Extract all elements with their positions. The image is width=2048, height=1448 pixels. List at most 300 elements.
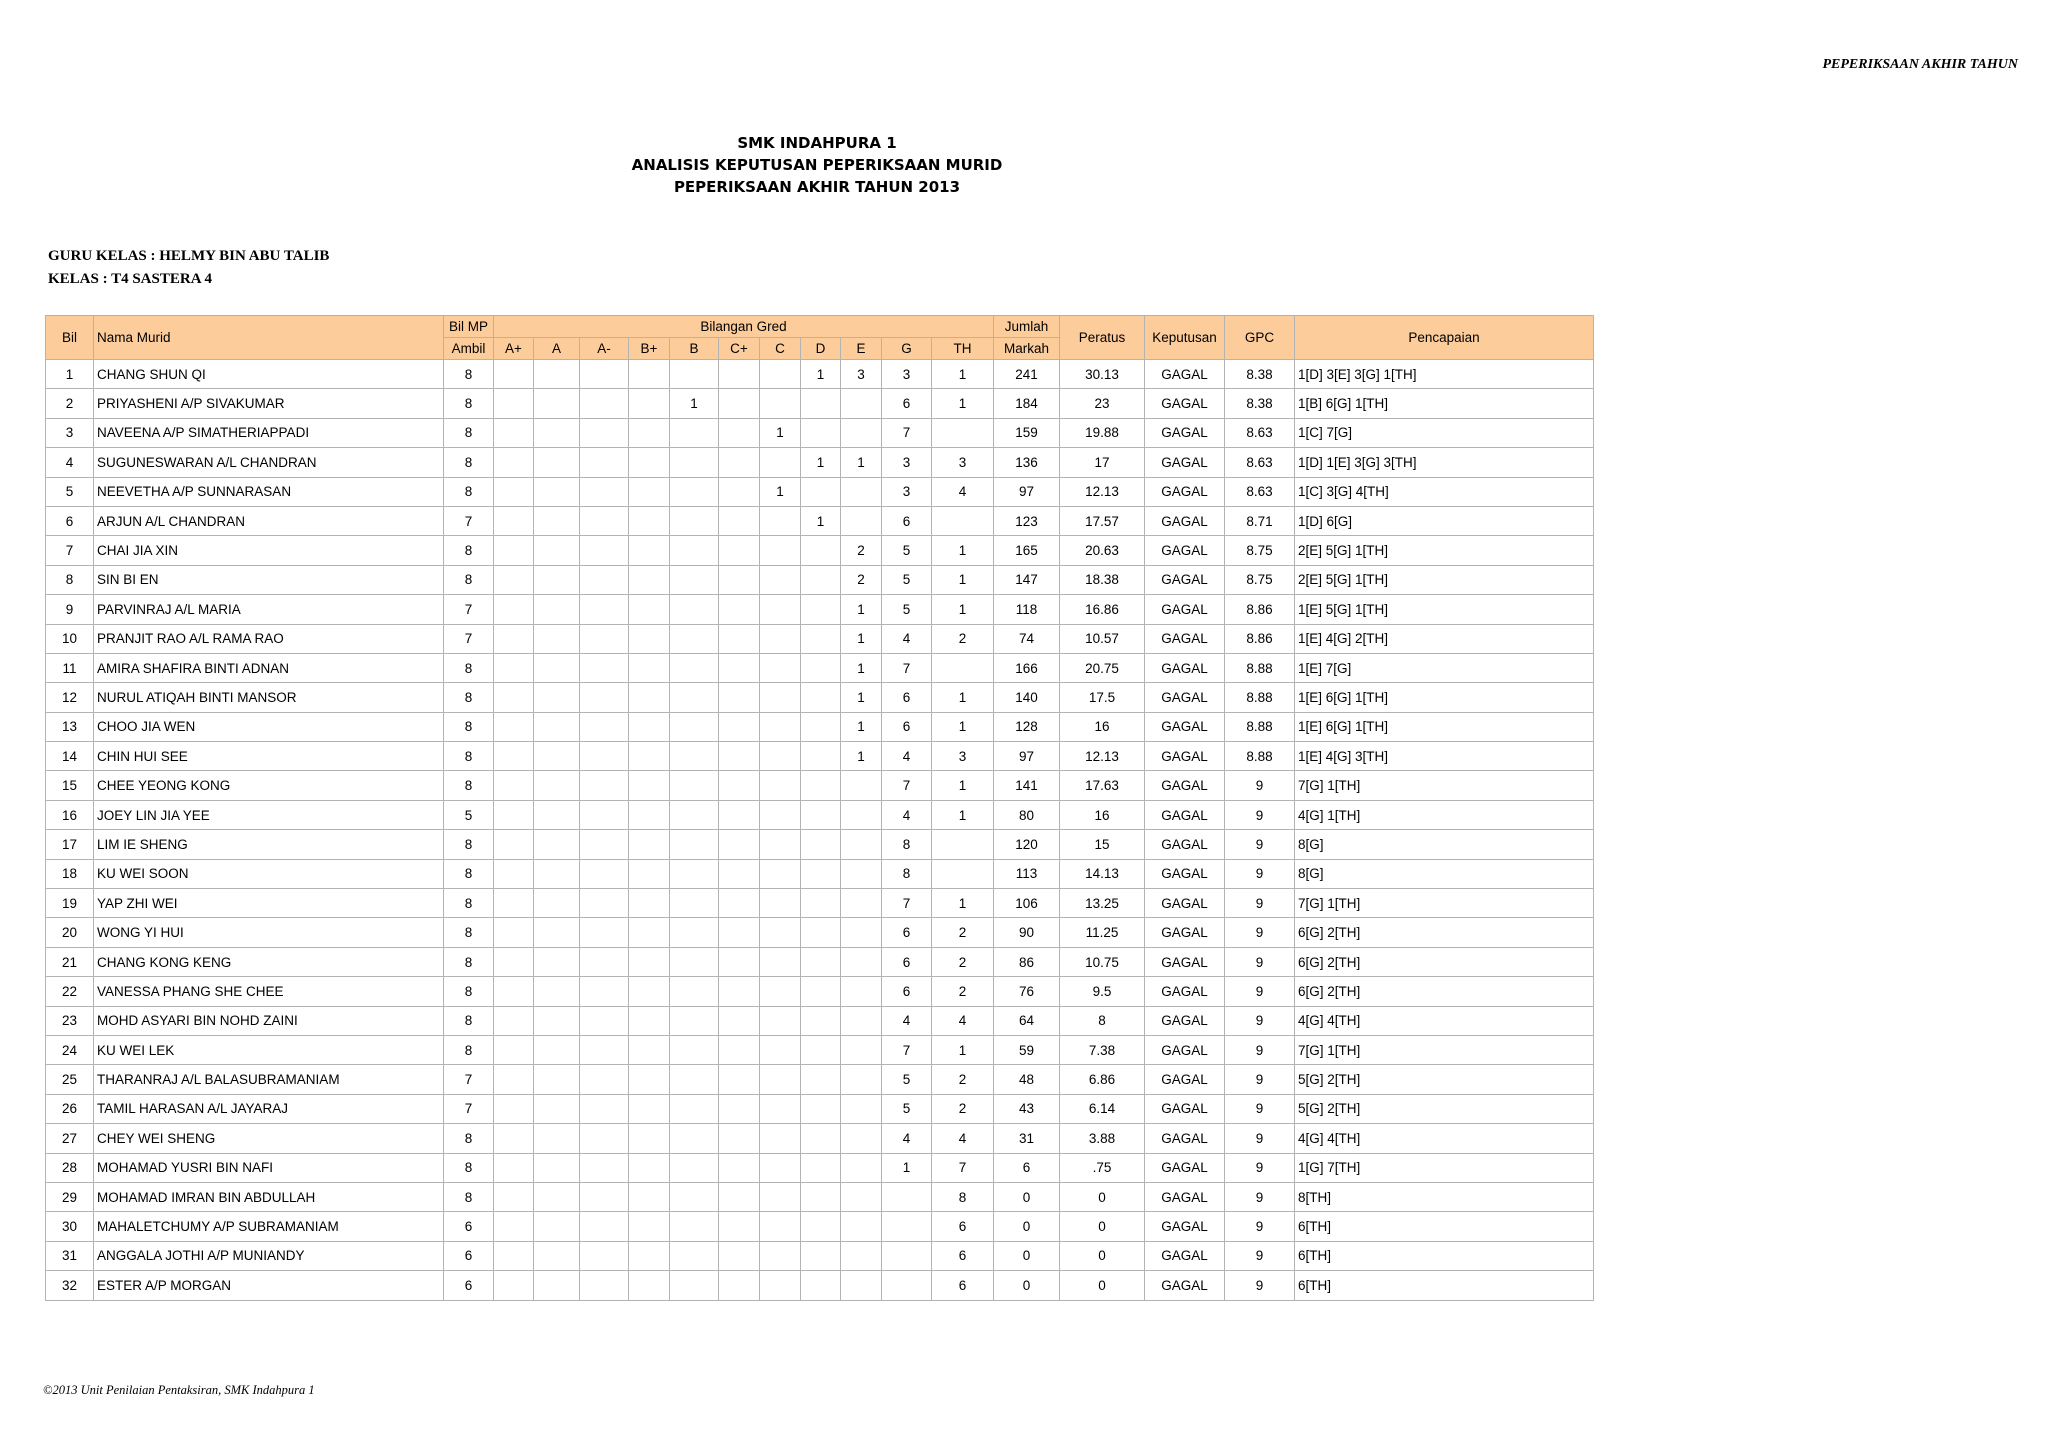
cell-grade-count xyxy=(580,1153,629,1182)
cell-grade-count xyxy=(670,800,719,829)
cell-grade-count xyxy=(719,506,760,535)
cell-nama-murid: CHANG SHUN QI xyxy=(94,360,444,389)
cell-keputusan: GAGAL xyxy=(1145,1006,1225,1035)
cell-pencapaian: 6[G] 2[TH] xyxy=(1295,977,1594,1006)
cell-grade-count xyxy=(494,360,534,389)
cell-gpc: 8.38 xyxy=(1225,389,1295,418)
cell-ambil: 8 xyxy=(444,653,494,682)
cell-pencapaian: 1[E] 6[G] 1[TH] xyxy=(1295,712,1594,741)
cell-grade-count: 1 xyxy=(760,418,801,447)
cell-grade-count: 1 xyxy=(932,683,994,712)
cell-grade-count xyxy=(841,1182,882,1211)
cell-grade-count xyxy=(580,1182,629,1211)
cell-grade-count: 1 xyxy=(841,448,882,477)
cell-grade-count xyxy=(494,477,534,506)
cell-grade-count xyxy=(760,448,801,477)
cell-keputusan: GAGAL xyxy=(1145,830,1225,859)
cell-grade-count xyxy=(670,360,719,389)
cell-grade-count xyxy=(580,1124,629,1153)
cell-grade-count xyxy=(629,448,670,477)
col-grade-e: E xyxy=(841,338,882,360)
cell-jumlah-markah: 90 xyxy=(994,918,1060,947)
table-row xyxy=(46,977,1594,1006)
table-row xyxy=(46,506,1594,535)
cell-grade-count xyxy=(534,683,580,712)
cell-nama-murid: MAHALETCHUMY A/P SUBRAMANIAM xyxy=(94,1212,444,1241)
cell-keputusan: GAGAL xyxy=(1145,448,1225,477)
cell-peratus: 0 xyxy=(1060,1182,1145,1211)
cell-grade-count xyxy=(801,712,841,741)
cell-pencapaian: 5[G] 2[TH] xyxy=(1295,1094,1594,1123)
cell-bil: 13 xyxy=(46,712,94,741)
cell-grade-count xyxy=(494,1241,534,1270)
cell-grade-count xyxy=(801,1212,841,1241)
cell-bil: 8 xyxy=(46,565,94,594)
cell-grade-count: 1 xyxy=(801,506,841,535)
cell-grade-count xyxy=(629,653,670,682)
cell-grade-count: 1 xyxy=(932,595,994,624)
cell-grade-count xyxy=(629,1094,670,1123)
cell-bil: 19 xyxy=(46,889,94,918)
cell-ambil: 8 xyxy=(444,742,494,771)
cell-nama-murid: NAVEENA A/P SIMATHERIAPPADI xyxy=(94,418,444,447)
cell-nama-murid: THARANRAJ A/L BALASUBRAMANIAM xyxy=(94,1065,444,1094)
cell-bil: 2 xyxy=(46,389,94,418)
table-row xyxy=(46,477,1594,506)
cell-grade-count: 7 xyxy=(882,418,932,447)
cell-grade-count: 6 xyxy=(882,947,932,976)
cell-grade-count xyxy=(580,1035,629,1064)
cell-grade-count xyxy=(760,653,801,682)
cell-gpc: 9 xyxy=(1225,947,1295,976)
cell-grade-count xyxy=(801,565,841,594)
cell-grade-count xyxy=(719,1124,760,1153)
cell-pencapaian: 6[TH] xyxy=(1295,1241,1594,1270)
table-row xyxy=(46,712,1594,741)
cell-keputusan: GAGAL xyxy=(1145,1153,1225,1182)
cell-grade-count xyxy=(534,1182,580,1211)
cell-ambil: 8 xyxy=(444,683,494,712)
cell-peratus: 19.88 xyxy=(1060,418,1145,447)
table-row xyxy=(46,1065,1594,1094)
cell-grade-count xyxy=(760,1153,801,1182)
cell-peratus: 0 xyxy=(1060,1241,1145,1270)
cell-grade-count xyxy=(670,859,719,888)
col-grade-th: TH xyxy=(932,338,994,360)
cell-grade-count: 1 xyxy=(932,800,994,829)
cell-grade-count xyxy=(580,506,629,535)
cell-grade-count: 1 xyxy=(882,1153,932,1182)
cell-ambil: 8 xyxy=(444,1153,494,1182)
cell-grade-count: 6 xyxy=(882,389,932,418)
cell-gpc: 9 xyxy=(1225,889,1295,918)
col-grade-g: G xyxy=(882,338,932,360)
cell-grade-count xyxy=(494,947,534,976)
cell-grade-count xyxy=(580,771,629,800)
cell-grade-count xyxy=(841,1124,882,1153)
cell-grade-count xyxy=(494,418,534,447)
cell-grade-count xyxy=(670,1241,719,1270)
cell-grade-count xyxy=(534,1153,580,1182)
cell-grade-count xyxy=(670,536,719,565)
cell-grade-count xyxy=(760,1065,801,1094)
cell-jumlah-markah: 166 xyxy=(994,653,1060,682)
cell-pencapaian: 4[G] 1[TH] xyxy=(1295,800,1594,829)
cell-peratus: 20.75 xyxy=(1060,653,1145,682)
cell-nama-murid: CHOO JIA WEN xyxy=(94,712,444,741)
cell-grade-count xyxy=(494,771,534,800)
table-row xyxy=(46,653,1594,682)
cell-grade-count xyxy=(629,683,670,712)
cell-bil: 30 xyxy=(46,1212,94,1241)
cell-grade-count: 6 xyxy=(882,712,932,741)
cell-grade-count xyxy=(841,1035,882,1064)
cell-nama-murid: NEEVETHA A/P SUNNARASAN xyxy=(94,477,444,506)
cell-grade-count xyxy=(580,800,629,829)
cell-ambil: 8 xyxy=(444,1006,494,1035)
col-grade-d: D xyxy=(801,338,841,360)
cell-nama-murid: PRIYASHENI A/P SIVAKUMAR xyxy=(94,389,444,418)
cell-grade-count xyxy=(841,918,882,947)
cell-gpc: 8.86 xyxy=(1225,595,1295,624)
cell-grade-count xyxy=(670,565,719,594)
cell-grade-count xyxy=(494,830,534,859)
cell-grade-count xyxy=(760,565,801,594)
cell-grade-count xyxy=(719,536,760,565)
cell-ambil: 7 xyxy=(444,506,494,535)
cell-grade-count xyxy=(629,536,670,565)
cell-grade-count xyxy=(719,1006,760,1035)
cell-grade-count xyxy=(629,1065,670,1094)
cell-grade-count xyxy=(534,1035,580,1064)
cell-grade-count: 1 xyxy=(932,712,994,741)
cell-nama-murid: LIM IE SHENG xyxy=(94,830,444,859)
cell-grade-count xyxy=(534,536,580,565)
cell-jumlah-markah: 123 xyxy=(994,506,1060,535)
report-title: ANALISIS KEPUTUSAN PEPERIKSAAN MURID xyxy=(631,156,1003,174)
cell-grade-count xyxy=(580,595,629,624)
cell-grade-count xyxy=(629,889,670,918)
cell-nama-murid: CHANG KONG KENG xyxy=(94,947,444,976)
cell-peratus: 6.14 xyxy=(1060,1094,1145,1123)
col-grade-b: B xyxy=(670,338,719,360)
cell-grade-count xyxy=(801,418,841,447)
cell-jumlah-markah: 6 xyxy=(994,1153,1060,1182)
cell-grade-count xyxy=(670,624,719,653)
table-row xyxy=(46,1006,1594,1035)
cell-pencapaian: 6[G] 2[TH] xyxy=(1295,947,1594,976)
cell-grade-count xyxy=(494,683,534,712)
cell-grade-count xyxy=(534,918,580,947)
cell-ambil: 7 xyxy=(444,1065,494,1094)
cell-grade-count xyxy=(534,448,580,477)
col-nama-murid: Nama Murid xyxy=(94,316,444,360)
cell-grade-count xyxy=(719,1065,760,1094)
col-bil-mp: Bil MP xyxy=(444,316,494,338)
table-row xyxy=(46,1212,1594,1241)
cell-keputusan: GAGAL xyxy=(1145,595,1225,624)
cell-nama-murid: MOHD ASYARI BIN NOHD ZAINI xyxy=(94,1006,444,1035)
cell-grade-count xyxy=(580,889,629,918)
cell-grade-count xyxy=(629,1035,670,1064)
cell-gpc: 8.86 xyxy=(1225,624,1295,653)
cell-peratus: 12.13 xyxy=(1060,742,1145,771)
cell-keputusan: GAGAL xyxy=(1145,1212,1225,1241)
cell-keputusan: GAGAL xyxy=(1145,624,1225,653)
cell-gpc: 8.88 xyxy=(1225,653,1295,682)
cell-bil: 20 xyxy=(46,918,94,947)
cell-grade-count xyxy=(932,830,994,859)
cell-bil: 25 xyxy=(46,1065,94,1094)
cell-peratus: 11.25 xyxy=(1060,918,1145,947)
cell-grade-count: 6 xyxy=(932,1241,994,1270)
cell-grade-count xyxy=(494,565,534,594)
cell-grade-count xyxy=(760,771,801,800)
cell-jumlah-markah: 159 xyxy=(994,418,1060,447)
cell-pencapaian: 7[G] 1[TH] xyxy=(1295,1035,1594,1064)
cell-nama-murid: AMIRA SHAFIRA BINTI ADNAN xyxy=(94,653,444,682)
cell-grade-count xyxy=(580,653,629,682)
cell-grade-count xyxy=(629,947,670,976)
cell-grade-count xyxy=(719,595,760,624)
cell-peratus: 30.13 xyxy=(1060,360,1145,389)
cell-keputusan: GAGAL xyxy=(1145,418,1225,447)
cell-grade-count xyxy=(841,477,882,506)
cell-jumlah-markah: 80 xyxy=(994,800,1060,829)
cell-grade-count xyxy=(760,712,801,741)
cell-grade-count xyxy=(580,360,629,389)
cell-keputusan: GAGAL xyxy=(1145,1271,1225,1300)
cell-gpc: 9 xyxy=(1225,1153,1295,1182)
cell-grade-count xyxy=(760,360,801,389)
cell-gpc: 9 xyxy=(1225,771,1295,800)
cell-grade-count xyxy=(670,947,719,976)
cell-nama-murid: MOHAMAD YUSRI BIN NAFI xyxy=(94,1153,444,1182)
cell-grade-count: 6 xyxy=(882,506,932,535)
cell-nama-murid: CHEY WEI SHENG xyxy=(94,1124,444,1153)
cell-grade-count xyxy=(670,595,719,624)
cell-grade-count xyxy=(841,1094,882,1123)
cell-grade-count: 3 xyxy=(882,477,932,506)
cell-grade-count xyxy=(629,742,670,771)
cell-grade-count xyxy=(580,1271,629,1300)
cell-grade-count xyxy=(801,1035,841,1064)
col-bil: Bil xyxy=(46,316,94,360)
table-row xyxy=(46,536,1594,565)
cell-grade-count: 2 xyxy=(932,918,994,947)
cell-grade-count xyxy=(760,506,801,535)
table-row xyxy=(46,889,1594,918)
cell-keputusan: GAGAL xyxy=(1145,506,1225,535)
cell-grade-count xyxy=(760,389,801,418)
cell-pencapaian: 1[C] 3[G] 4[TH] xyxy=(1295,477,1594,506)
cell-ambil: 6 xyxy=(444,1241,494,1270)
cell-grade-count xyxy=(580,712,629,741)
cell-grade-count xyxy=(580,1006,629,1035)
cell-grade-count xyxy=(841,771,882,800)
cell-grade-count: 4 xyxy=(882,624,932,653)
cell-jumlah-markah: 136 xyxy=(994,448,1060,477)
cell-grade-count xyxy=(534,800,580,829)
cell-grade-count xyxy=(534,977,580,1006)
cell-nama-murid: ANGGALA JOTHI A/P MUNIANDY xyxy=(94,1241,444,1270)
cell-grade-count xyxy=(801,977,841,1006)
cell-grade-count xyxy=(629,418,670,447)
cell-nama-murid: ESTER A/P MORGAN xyxy=(94,1271,444,1300)
cell-bil: 24 xyxy=(46,1035,94,1064)
cell-grade-count: 1 xyxy=(932,889,994,918)
class-teacher: GURU KELAS : HELMY BIN ABU TALIB xyxy=(48,248,330,264)
cell-grade-count xyxy=(580,565,629,594)
cell-grade-count xyxy=(534,653,580,682)
cell-grade-count xyxy=(719,977,760,1006)
cell-grade-count xyxy=(670,889,719,918)
cell-grade-count xyxy=(801,947,841,976)
cell-grade-count xyxy=(670,653,719,682)
cell-grade-count: 1 xyxy=(932,1035,994,1064)
cell-pencapaian: 4[G] 4[TH] xyxy=(1295,1124,1594,1153)
cell-grade-count: 7 xyxy=(882,771,932,800)
cell-grade-count xyxy=(580,977,629,1006)
cell-ambil: 8 xyxy=(444,565,494,594)
cell-peratus: 14.13 xyxy=(1060,859,1145,888)
cell-jumlah-markah: 141 xyxy=(994,771,1060,800)
cell-nama-murid: CHEE YEONG KONG xyxy=(94,771,444,800)
cell-grade-count xyxy=(494,448,534,477)
cell-grade-count xyxy=(534,595,580,624)
cell-grade-count xyxy=(534,389,580,418)
table-row xyxy=(46,742,1594,771)
cell-grade-count xyxy=(494,1006,534,1035)
cell-pencapaian: 7[G] 1[TH] xyxy=(1295,889,1594,918)
cell-ambil: 8 xyxy=(444,889,494,918)
cell-grade-count xyxy=(534,1212,580,1241)
cell-grade-count xyxy=(719,448,760,477)
cell-grade-count xyxy=(580,624,629,653)
cell-grade-count xyxy=(882,1212,932,1241)
cell-grade-count xyxy=(629,712,670,741)
cell-nama-murid: NURUL ATIQAH BINTI MANSOR xyxy=(94,683,444,712)
cell-ambil: 8 xyxy=(444,360,494,389)
cell-grade-count xyxy=(760,624,801,653)
cell-grade-count xyxy=(670,506,719,535)
cell-grade-count: 5 xyxy=(882,595,932,624)
cell-keputusan: GAGAL xyxy=(1145,1182,1225,1211)
cell-peratus: 8 xyxy=(1060,1006,1145,1035)
cell-grade-count xyxy=(670,1212,719,1241)
cell-jumlah-markah: 184 xyxy=(994,389,1060,418)
cell-nama-murid: MOHAMAD IMRAN BIN ABDULLAH xyxy=(94,1182,444,1211)
cell-grade-count xyxy=(801,830,841,859)
cell-ambil: 8 xyxy=(444,477,494,506)
cell-ambil: 8 xyxy=(444,389,494,418)
cell-ambil: 8 xyxy=(444,918,494,947)
cell-grade-count xyxy=(534,1271,580,1300)
cell-ambil: 8 xyxy=(444,448,494,477)
cell-grade-count xyxy=(494,742,534,771)
cell-grade-count: 1 xyxy=(932,565,994,594)
cell-grade-count: 1 xyxy=(841,595,882,624)
cell-grade-count xyxy=(670,1124,719,1153)
cell-gpc: 9 xyxy=(1225,977,1295,1006)
cell-bil: 28 xyxy=(46,1153,94,1182)
cell-grade-count xyxy=(629,830,670,859)
cell-grade-count xyxy=(629,859,670,888)
cell-pencapaian: 6[TH] xyxy=(1295,1271,1594,1300)
cell-nama-murid: VANESSA PHANG SHE CHEE xyxy=(94,977,444,1006)
cell-grade-count xyxy=(801,742,841,771)
col-grade-c-plus: C+ xyxy=(719,338,760,360)
cell-grade-count xyxy=(719,683,760,712)
table-row xyxy=(46,1153,1594,1182)
cell-keputusan: GAGAL xyxy=(1145,800,1225,829)
cell-gpc: 8.38 xyxy=(1225,360,1295,389)
cell-ambil: 7 xyxy=(444,624,494,653)
cell-grade-count xyxy=(494,918,534,947)
cell-grade-count xyxy=(801,918,841,947)
cell-peratus: 17.63 xyxy=(1060,771,1145,800)
col-grade-b-plus: B+ xyxy=(629,338,670,360)
cell-grade-count xyxy=(719,918,760,947)
cell-grade-count xyxy=(494,1065,534,1094)
table-row xyxy=(46,565,1594,594)
cell-grade-count xyxy=(670,1094,719,1123)
cell-ambil: 8 xyxy=(444,771,494,800)
cell-pencapaian: 2[E] 5[G] 1[TH] xyxy=(1295,536,1594,565)
cell-grade-count xyxy=(629,1124,670,1153)
cell-peratus: 7.38 xyxy=(1060,1035,1145,1064)
cell-bil: 15 xyxy=(46,771,94,800)
table-row xyxy=(46,448,1594,477)
cell-grade-count xyxy=(841,1212,882,1241)
table-body xyxy=(46,360,1594,1301)
cell-bil: 18 xyxy=(46,859,94,888)
cell-grade-count xyxy=(534,624,580,653)
cell-grade-count xyxy=(534,712,580,741)
col-peratus: Peratus xyxy=(1060,316,1145,360)
cell-jumlah-markah: 113 xyxy=(994,859,1060,888)
cell-bil: 21 xyxy=(46,947,94,976)
cell-grade-count xyxy=(801,771,841,800)
cell-grade-count: 7 xyxy=(932,1153,994,1182)
cell-grade-count: 4 xyxy=(882,742,932,771)
cell-grade-count xyxy=(719,1094,760,1123)
table-row xyxy=(46,1035,1594,1064)
cell-pencapaian: 8[G] xyxy=(1295,859,1594,888)
cell-grade-count xyxy=(801,653,841,682)
cell-grade-count xyxy=(719,1212,760,1241)
cell-bil: 6 xyxy=(46,506,94,535)
cell-bil: 23 xyxy=(46,1006,94,1035)
cell-jumlah-markah: 31 xyxy=(994,1124,1060,1153)
cell-grade-count xyxy=(719,624,760,653)
cell-keputusan: GAGAL xyxy=(1145,1241,1225,1270)
cell-grade-count xyxy=(760,1035,801,1064)
cell-grade-count xyxy=(534,859,580,888)
cell-grade-count xyxy=(494,1035,534,1064)
cell-grade-count xyxy=(719,565,760,594)
cell-grade-count xyxy=(801,1124,841,1153)
page-header: PEPERIKSAAN AKHIR TAHUN xyxy=(1822,57,2018,72)
cell-grade-count xyxy=(801,683,841,712)
cell-grade-count xyxy=(494,800,534,829)
cell-grade-count xyxy=(932,506,994,535)
cell-grade-count xyxy=(719,389,760,418)
cell-pencapaian: 7[G] 1[TH] xyxy=(1295,771,1594,800)
cell-grade-count: 2 xyxy=(841,536,882,565)
cell-nama-murid: CHIN HUI SEE xyxy=(94,742,444,771)
cell-grade-count xyxy=(801,624,841,653)
